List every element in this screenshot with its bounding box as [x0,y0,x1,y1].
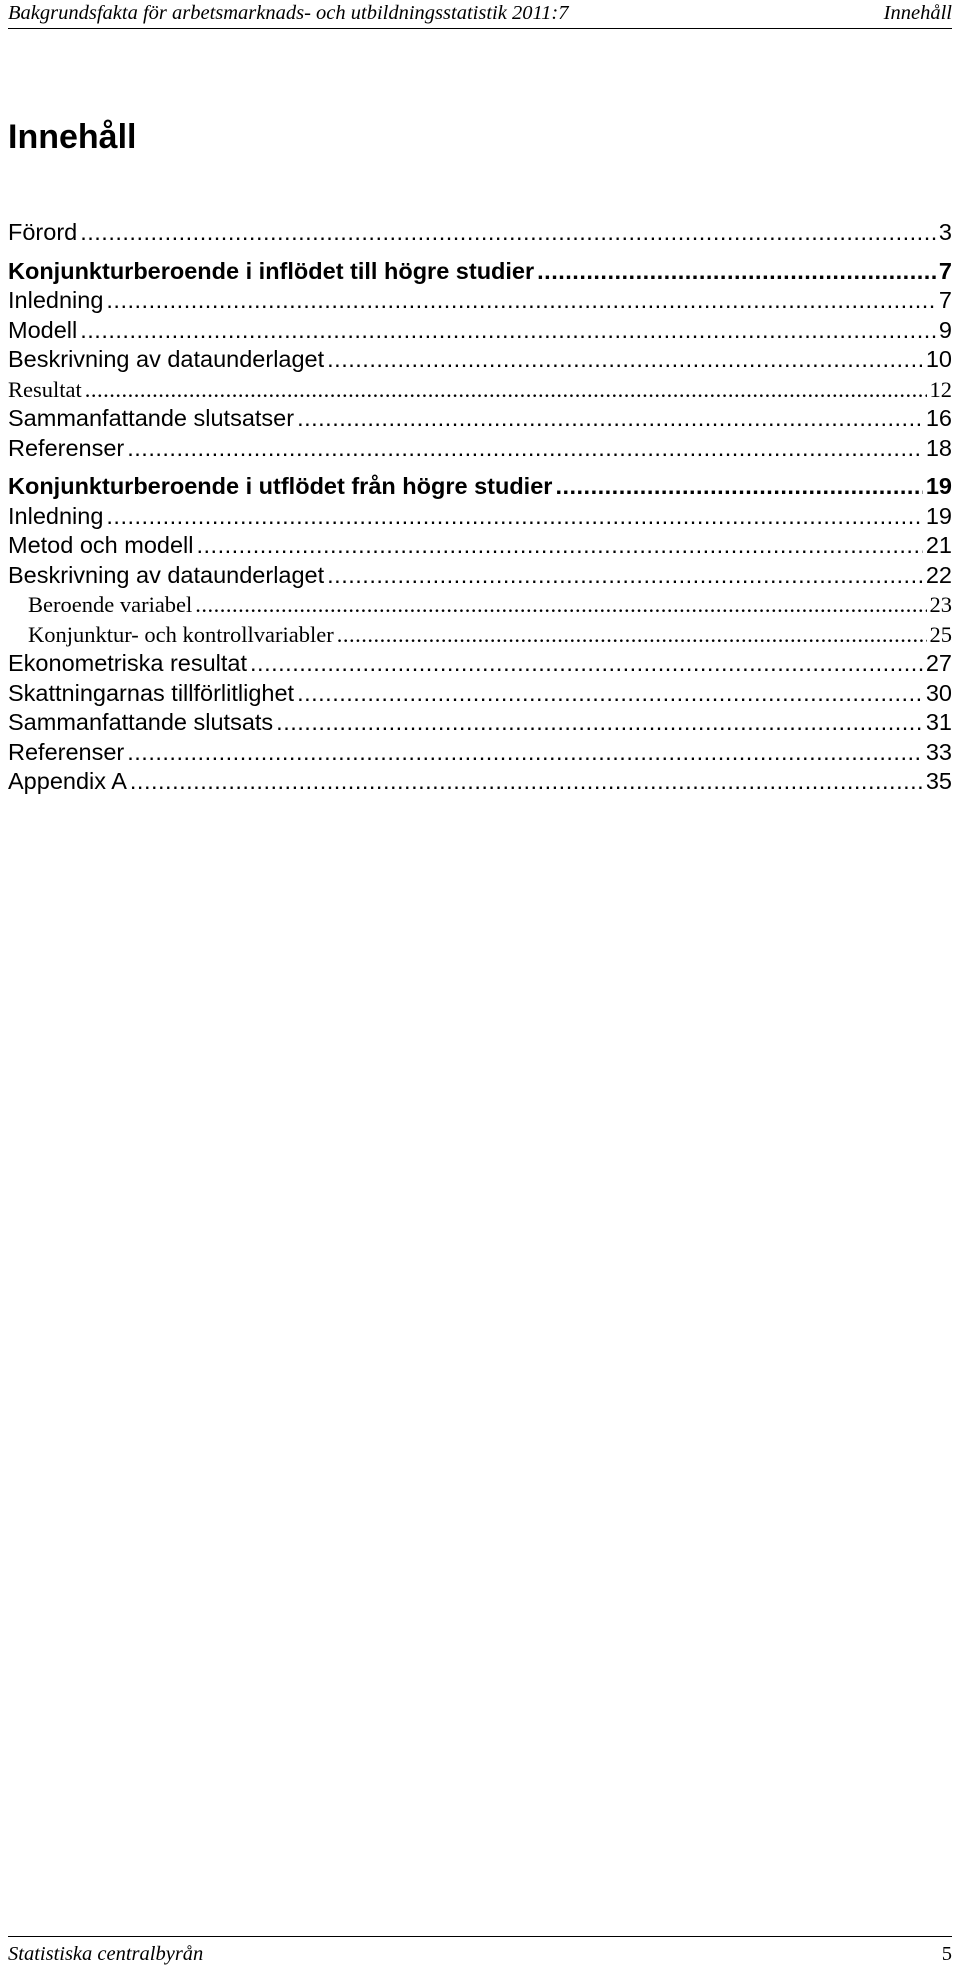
toc-entry-page: 25 [929,621,952,647]
toc-dot-leader [327,561,923,591]
toc-entry[interactable] [8,531,952,561]
toc-dot-leader [85,375,927,405]
toc-entry-label: Konjunktur- och kontrollvariabler [28,621,334,647]
toc-entry-label: Inledning [8,287,104,313]
toc-subentry[interactable] [8,620,952,650]
toc-entry-page: 12 [929,376,952,402]
toc-entry[interactable] [8,404,952,434]
page-title: Innehåll [8,118,137,156]
toc-entry[interactable] [8,218,952,248]
toc-entry-label: Skattningarnas tillförlitlighet [8,679,295,706]
toc-entry[interactable] [8,679,952,709]
toc-entry-page: 22 [925,561,952,588]
toc-entry-page: 3 [938,219,952,245]
toc-entry-label: Beskrivning av dataunderlaget [8,346,325,372]
toc-dot-leader [537,257,936,287]
toc-entry-page: 7 [938,287,952,313]
toc-subentry[interactable] [8,590,952,620]
toc-entry-page: 10 [925,346,952,372]
toc-entry[interactable] [8,345,952,375]
toc-entry[interactable] [8,502,952,532]
toc-entry-page: 30 [925,679,952,706]
toc-dot-leader [197,531,923,561]
toc-entry-page: 7 [938,257,952,284]
toc-entry-page: 35 [925,768,952,794]
toc-entry-page: 19 [925,473,952,499]
toc-entry[interactable] [8,708,952,738]
toc-entry-page: 16 [925,405,952,431]
toc-dot-leader [555,472,922,502]
toc-dot-leader [127,434,923,464]
toc-entry-label: Konjunkturberoende i utflödet från högre studier [8,473,553,499]
toc-dot-leader [106,286,936,316]
toc-dot-leader [106,502,922,532]
toc-entry[interactable] [8,738,952,768]
toc-entry[interactable] [8,286,952,316]
toc-entry-label: Modell [8,316,78,343]
toc-chapter-entry[interactable] [8,472,952,502]
toc-dot-leader [80,218,936,248]
toc-dot-leader [297,679,923,709]
toc-dot-leader [327,345,923,375]
toc-entry-label: Ekonometriska resultat [8,650,248,676]
toc-entry-page: 33 [925,738,952,765]
toc-entry-label: Inledning [8,502,104,529]
publisher-name: Statistiska centralbyrån [8,1943,204,1965]
toc-entry-label: Referenser [8,738,125,765]
section-name: Innehåll [883,2,952,24]
toc-entry[interactable] [8,767,952,797]
toc-entry-page: 9 [938,316,952,343]
toc-entry-label: Resultat [8,376,82,402]
toc-dot-leader [250,649,923,679]
toc-dot-leader [80,316,936,346]
toc-dot-leader [195,590,926,620]
toc-entry-label: Metod och modell [8,532,194,558]
toc-entry[interactable] [8,434,952,464]
toc-entry-page: 18 [925,434,952,461]
toc-entry-page: 21 [925,532,952,558]
toc-entry[interactable] [8,649,952,679]
toc-entry-page: 31 [925,709,952,735]
toc-dot-leader [127,738,923,768]
table-of-contents [8,218,952,797]
toc-entry[interactable] [8,375,952,405]
toc-entry-label: Beroende variabel [28,592,193,617]
toc-dot-leader [130,767,923,797]
toc-entry-label: Sammanfattande slutsats [8,709,274,735]
toc-entry-label: Sammanfattande slutsatser [8,405,295,431]
toc-entry-page: 27 [925,650,952,676]
toc-dot-leader [297,404,923,434]
toc-dot-leader [276,708,923,738]
toc-entry-label: Beskrivning av dataunderlaget [8,561,325,588]
page-number: 5 [941,1943,952,1965]
running-header [8,0,952,29]
toc-entry-label: Referenser [8,434,125,461]
running-footer [8,1936,952,1967]
toc-dot-leader [337,620,927,650]
toc-entry-page: 19 [925,502,952,529]
toc-entry[interactable] [8,316,952,346]
publication-title: Bakgrundsfakta för arbetsmarknads- och utbildningsstatistik 2011:7 [8,2,569,24]
toc-entry-label: Konjunkturberoende i inflödet till högre studier [8,257,535,284]
toc-entry-page: 23 [929,592,952,617]
toc-entry-label: Appendix A [8,768,127,794]
toc-entry-label: Förord [8,219,78,245]
toc-entry[interactable] [8,561,952,591]
toc-chapter-entry[interactable] [8,257,952,287]
